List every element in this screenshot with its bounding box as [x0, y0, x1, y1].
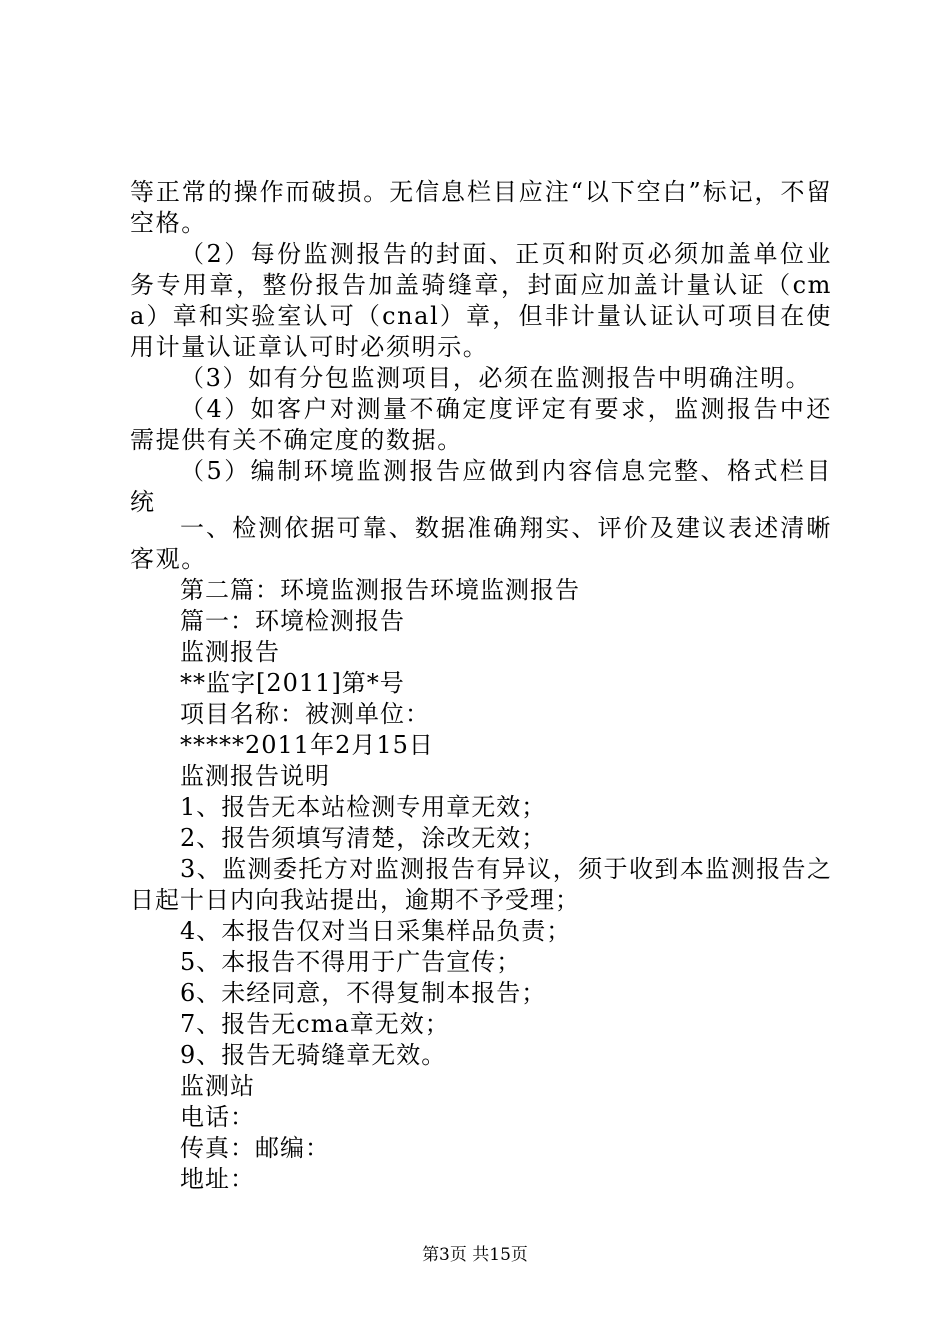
- note-item-6: 6、未经同意，不得复制本报告；: [180, 979, 547, 1007]
- note-item-9: 9、报告无骑缝章无效。: [180, 1041, 447, 1069]
- project-info-line: 项目名称：被测单位：: [180, 700, 430, 728]
- paragraph-uncertainty: （4）如客户对测量不确定度评定有要求，监测报告中还需提供有关不确定度的数据。: [130, 395, 832, 454]
- station-address: 地址：: [180, 1165, 255, 1193]
- note-item-7: 7、报告无cma章无效；: [180, 1010, 450, 1038]
- report-number: **监字[2011]第*号: [180, 669, 405, 697]
- report-title: 监测报告: [180, 638, 280, 666]
- note-item-1: 1、报告无本站检测专用章无效；: [180, 793, 547, 821]
- report-date: *****2011年2月15日: [180, 731, 434, 759]
- note-item-5: 5、本报告不得用于广告宣传；: [180, 948, 522, 976]
- station-phone: 电话：: [180, 1103, 255, 1131]
- section-heading-part-two: 第二篇：环境监测报告环境监测报告: [180, 576, 580, 604]
- paragraph-report-format: （5）编制环境监测报告应做到内容信息完整、格式栏目统: [130, 457, 832, 516]
- paragraph-subcontract: （3）如有分包监测项目，必须在监测报告中明确注明。: [180, 364, 812, 392]
- note-item-2: 2、报告须填写清楚，涂改无效；: [180, 824, 547, 852]
- note-item-3: 3、监测委托方对监测报告有异议，须于收到本监测报告之日起十日内向我站提出，逾期不予受理；: [130, 855, 832, 914]
- paragraph-blank-marking: 等正常的操作而破损。无信息栏目应注“以下空白”标记，不留空格。: [130, 178, 832, 237]
- note-item-4: 4、本报告仅对当日采集样品负责；: [180, 917, 572, 945]
- report-notes-heading: 监测报告说明: [180, 762, 330, 790]
- section-heading-part-one: 篇一：环境检测报告: [180, 607, 405, 635]
- paragraph-seal-requirements: （2）每份监测报告的封面、正页和附页必须加盖单位业务专用章，整份报告加盖骑缝章，封面应加盖计量认证（cma）章和实验室认可（cnal）章，但非计量认证认可项目在使用计量认证章认可时必须明示。: [130, 240, 832, 361]
- paragraph-basis-reliable: 一、检测依据可靠、数据准确翔实、评价及建议表述清晰客观。: [130, 514, 832, 573]
- station-fax-postcode: 传真：邮编：: [180, 1134, 330, 1162]
- station-name: 监测站: [180, 1072, 255, 1100]
- page-number-footer: 第3页 共15页: [422, 1245, 528, 1265]
